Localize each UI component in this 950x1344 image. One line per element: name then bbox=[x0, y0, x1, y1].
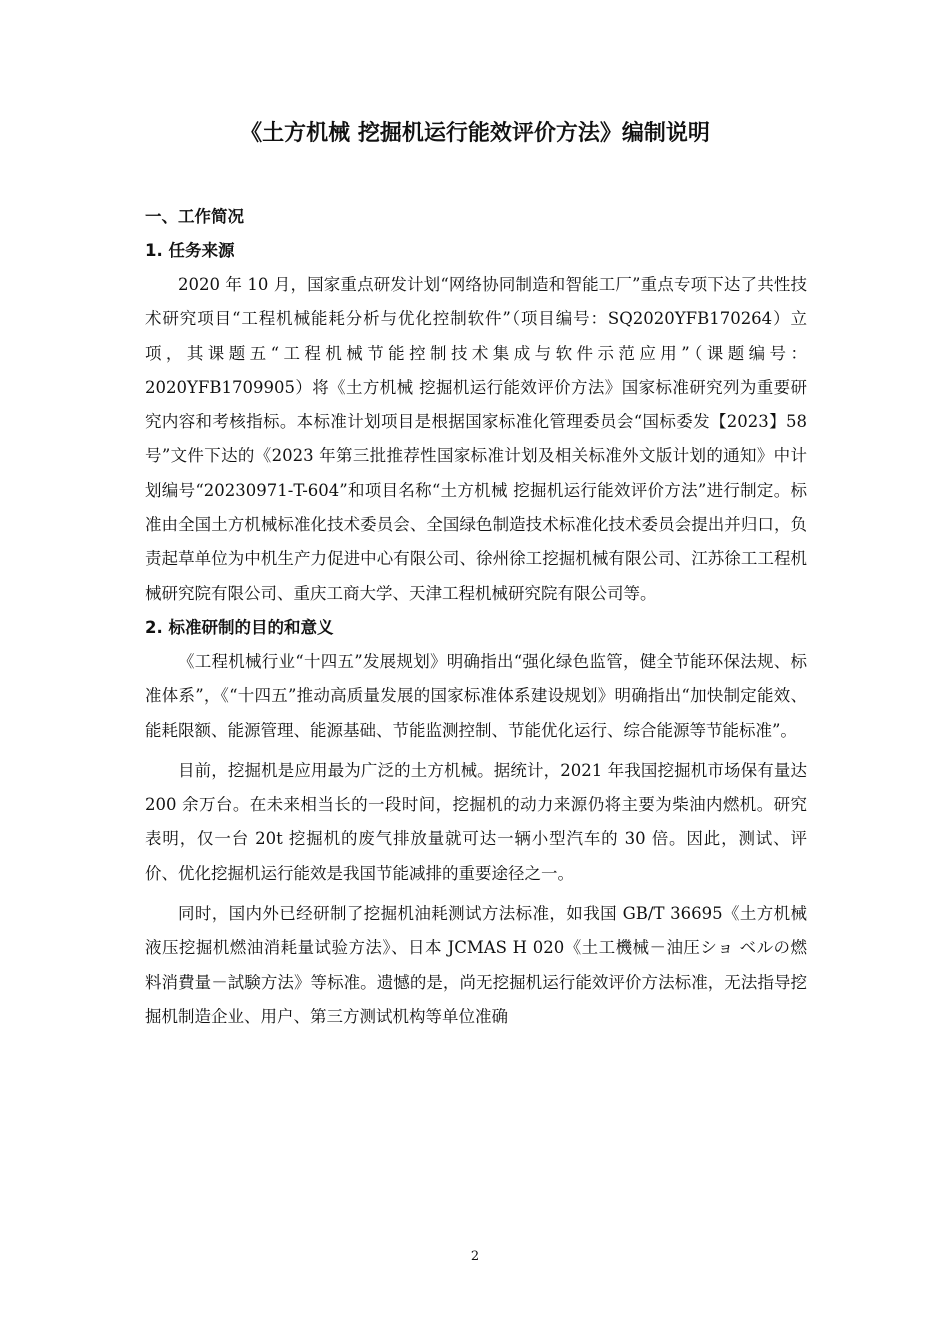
document-title: 《土方机械 挖掘机运行能效评价方法》编制说明 bbox=[240, 121, 710, 146]
paragraph-task-source: 2020 年 10 月，国家重点研发计划“网络协同制造和智能工厂”重点专项下达了共性技术研究项目“工程机械能耗分析与优化控制软件”（项目编号：SQ2020YFB170264）立项，其课题五“工程机械节能控制技术集成与软件示范应用”（课题编号：2020YFB1709905）将《土方机械 挖掘机运行能效评价方法》国家标准研究列为重要研究内容和考核指标。本标准计划项目是根据国家标准化管理委员会“国标委发【2023】58 号”文件下达的《2023 年第三批推荐性国家标准计划及相关标准外文版计划的通知》中计划编号“20230971-T-604”和项目名称“土方机械 挖掘机运行能效评价方法”进行制定。标准由全国土方机械标准化技术委员会、全国绿色制造技术标准化技术委员会提出并归口，负责起草单位为中机生产力促进中心有限公司、徐州徐工挖掘机械有限公司、江苏徐工工程机械研究院有限公司、重庆工商大学、天津工程机械研究院有限公司等。 bbox=[145, 275, 807, 603]
page-number: 2 bbox=[470, 1249, 480, 1264]
section-heading-work-overview: 一、工作简况 bbox=[145, 207, 244, 226]
document-body bbox=[145, 200, 807, 1034]
paragraph-purpose-1: 《工程机械行业“十四五”发展规划》明确指出“强化绿色监管，健全节能环保法规、标准体系”，《“十四五”推动高质量发展的国家标准体系建设规划》明确指出“加快制定能效、能耗限额、能源管理、能源基础、节能监测控制、节能优化运行、综合能源等节能标准”。 bbox=[145, 651, 807, 740]
paragraph-purpose-3: 同时，国内外已经研制了挖掘机油耗测试方法标准，如我国 GB/T 36695《土方机械 液压挖掘机燃油消耗量试验方法》、日本 JCMAS H 020《土工機械－油圧ショ ベルの燃料消費量－試験方法》等标准。遗憾的是，尚无挖掘机运行能效评价方法标准，无法指导挖掘机制造企业、用户、第三方测试机构等单位准确 bbox=[145, 904, 807, 1026]
paragraph-purpose-2: 目前，挖掘机是应用最为广泛的土方机械。据统计，2021 年我国挖掘机市场保有量达 200 余万台。在未来相当长的一段时间，挖掘机的动力来源仍将主要为柴油内燃机。研究表明，仅一台 20t 挖掘机的废气排放量就可达一辆小型汽车的 30 倍。因此，测试、评价、优化挖掘机运行能效是我国节能减排的重要途径之一。 bbox=[145, 760, 807, 883]
subsection-heading-purpose: 2. 标准研制的目的和意义 bbox=[145, 617, 334, 637]
subsection-heading-task-source: 1. 任务来源 bbox=[145, 241, 235, 260]
